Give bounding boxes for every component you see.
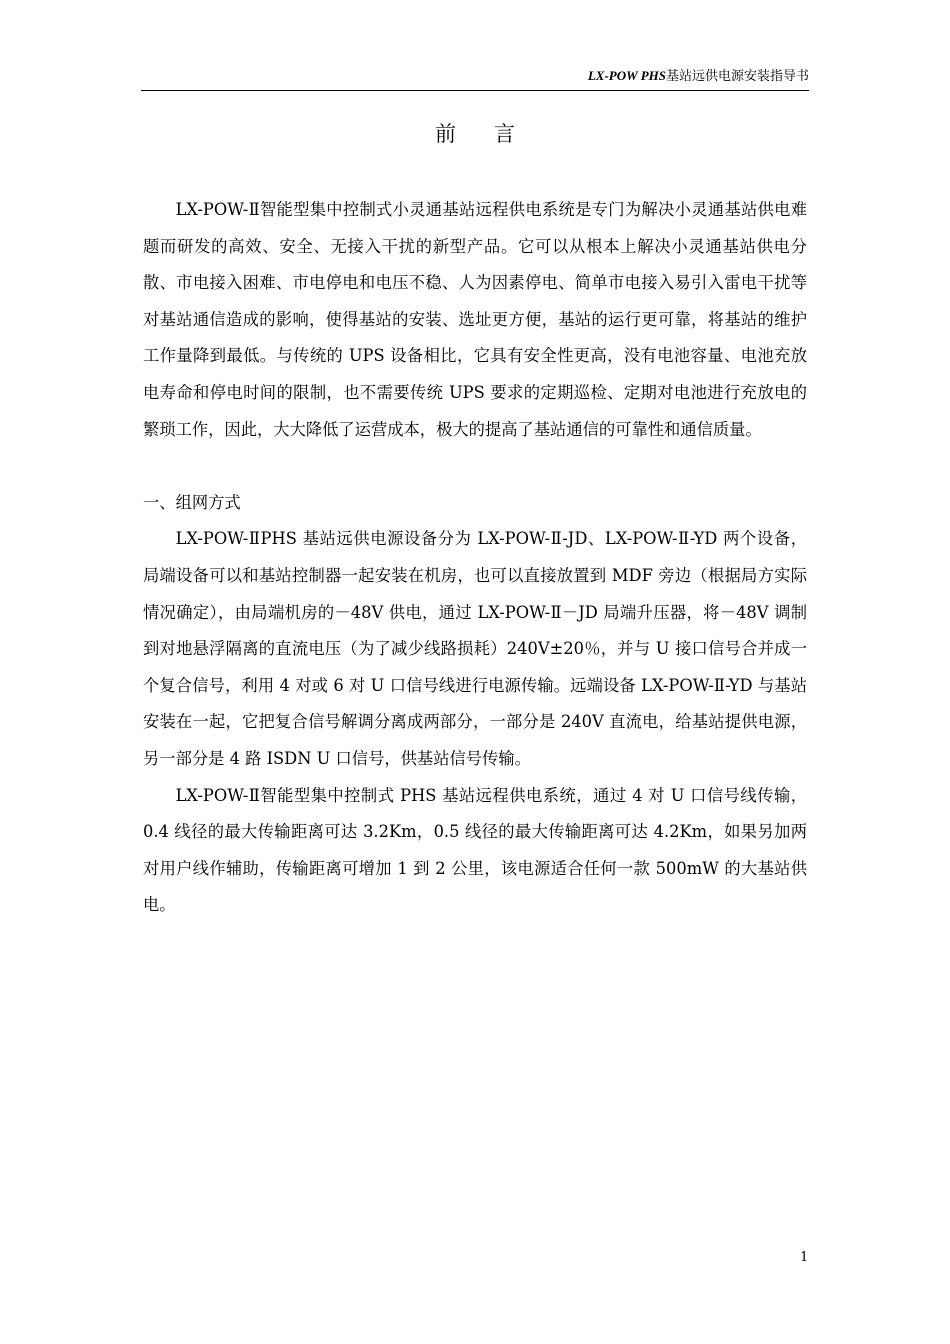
section-paragraph: LX-POW-ⅡPHS 基站远供电源设备分为 LX-POW-Ⅱ-JD、LX-POW-Ⅱ-YD 两个设备，局端设备可以和基站控制器一起安装在机房，也可以直接放置到 MDF 旁边（根据局方实际情况确定），由局端机房的－48V 供电，通过 LX-POW-Ⅱ－JD 局端升压器，将－48V 调制到对地悬浮隔离的直流电压（为了减少线路损耗）240V±20％，并与 U 接口信号合并成一个复合信号，利用 4 对或 6 对 U 口信号线进行电源传输。远端设备 LX-POW-Ⅱ-YD 与基站安装在一起，它把复合信号解调分离成两部分，一部分是 240V 直流电，给基站提供电源，另一部分是 4 路 ISDN U 口信号，供基站信号传输。 [143,529,807,768]
section-paragraph: LX-POW-Ⅱ智能型集中控制式 PHS 基站远程供电系统，通过 4 对 U 口信号线传输，0.4 线径的最大传输距离可达 3.2Km，0.5 线径的最大传输距离可达 4.2Km，如果另加两对用户线作辅助，传输距离可增加 1 到 2 公里，该电源适合任何一款 500mW 的大基站供电。 [143,785,807,915]
section-heading: 一、组网方式 [143,492,241,512]
header-doc-code: LX-POW PHS [587,68,666,83]
header-doc-name: 基站远供电源安装指导书 [665,69,809,84]
document-body [143,192,807,924]
page-header [141,66,809,91]
intro-paragraph: LX-POW-Ⅱ智能型集中控制式小灵通基站远程供电系统是专门为解决小灵通基站供电难题而研发的高效、安全、无接入干扰的新型产品。它可以从根本上解决小灵通基站供电分散、市电接入困难、市电停电和电压不稳、人为因素停电、简单市电接入易引入雷电干扰等对基站通信造成的影响，使得基站的安装、选址更方便，基站的运行更可靠，将基站的维护工作量降到最低。与传统的 UPS 设备相比，它具有安全性更高，没有电池容量、电池充放电寿命和停电时间的限制，也不需要传统 UPS 要求的定期巡检、定期对电池进行充放电的繁琐工作，因此，大大降低了运营成本，极大的提高了基站通信的可靠性和通信质量。 [143,200,807,439]
page-number: 1 [800,1250,809,1265]
page-title: 前言 [435,122,553,146]
